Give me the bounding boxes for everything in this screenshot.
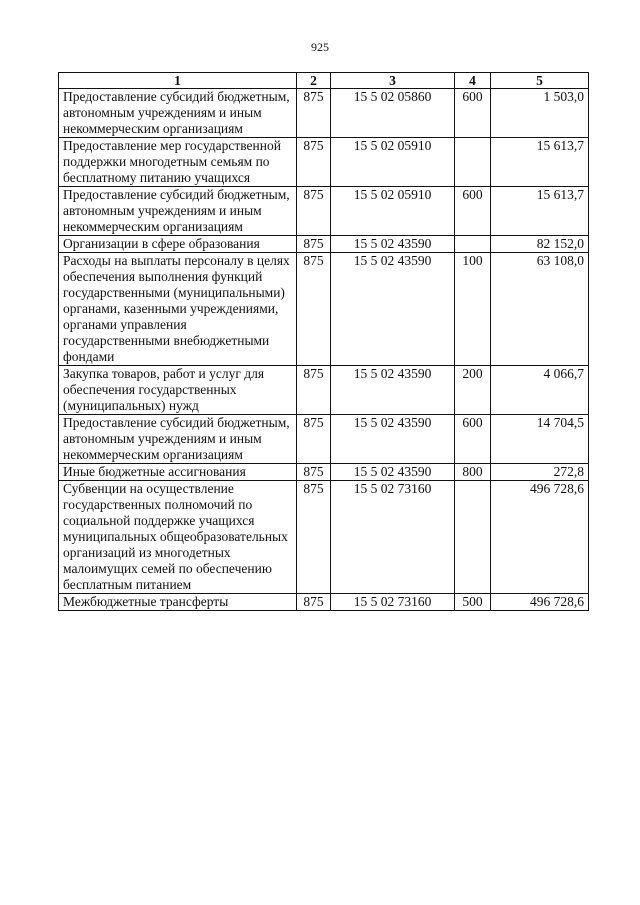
table-row	[59, 253, 589, 366]
admin-code: 875	[297, 366, 331, 415]
page-number: 925	[311, 40, 329, 54]
admin-code: 875	[297, 236, 331, 253]
table-row	[59, 415, 589, 464]
header-cell: 1	[59, 73, 297, 89]
target-article: 15 5 02 73160	[331, 481, 455, 594]
table-row	[59, 594, 589, 611]
expense-name: Предоставление субсидий бюджетным, автономным учреждениям и иным некоммерческим организациям	[59, 187, 297, 236]
expense-type: 200	[455, 366, 491, 415]
admin-code: 875	[297, 138, 331, 187]
amount: 82 152,0	[491, 236, 589, 253]
expense-name: Расходы на выплаты персоналу в целях обеспечения выполнения функций государственными (муниципальными) органами, казенными учреждениями, органами управления государственными внебюджетными фондами	[59, 253, 297, 366]
expense-type: 600	[455, 89, 491, 138]
amount: 1 503,0	[491, 89, 589, 138]
amount: 15 613,7	[491, 138, 589, 187]
target-article: 15 5 02 73160	[331, 594, 455, 611]
expense-type	[455, 138, 491, 187]
expense-type: 600	[455, 187, 491, 236]
header-cell: 2	[297, 73, 331, 89]
target-article: 15 5 02 43590	[331, 464, 455, 481]
expense-name: Иные бюджетные ассигнования	[59, 464, 297, 481]
target-article: 15 5 02 05910	[331, 138, 455, 187]
table-row	[59, 366, 589, 415]
expense-type: 800	[455, 464, 491, 481]
expense-type	[455, 236, 491, 253]
target-article: 15 5 02 43590	[331, 366, 455, 415]
header-cell: 4	[455, 73, 491, 89]
admin-code: 875	[297, 464, 331, 481]
admin-code: 875	[297, 481, 331, 594]
amount: 15 613,7	[491, 187, 589, 236]
table-row	[59, 138, 589, 187]
table-row	[59, 236, 589, 253]
expense-name: Межбюджетные трансферты	[59, 594, 297, 611]
expense-name: Предоставление субсидий бюджетным, автономным учреждениям и иным некоммерческим организациям	[59, 89, 297, 138]
expense-type: 100	[455, 253, 491, 366]
admin-code: 875	[297, 594, 331, 611]
table-row	[59, 89, 589, 138]
expense-name: Предоставление мер государственной поддержки многодетным семьям по бесплатному питанию учащихся	[59, 138, 297, 187]
admin-code: 875	[297, 187, 331, 236]
expense-type: 500	[455, 594, 491, 611]
header-row	[59, 73, 589, 89]
expense-name: Организации в сфере образования	[59, 236, 297, 253]
table-row	[59, 481, 589, 594]
target-article: 15 5 02 43590	[331, 253, 455, 366]
admin-code: 875	[297, 415, 331, 464]
amount: 496 728,6	[491, 594, 589, 611]
expense-type: 600	[455, 415, 491, 464]
amount: 272,8	[491, 464, 589, 481]
admin-code: 875	[297, 253, 331, 366]
expense-name: Предоставление субсидий бюджетным, автономным учреждениям и иным некоммерческим организациям	[59, 415, 297, 464]
budget-table	[58, 72, 589, 611]
amount: 14 704,5	[491, 415, 589, 464]
target-article: 15 5 02 05910	[331, 187, 455, 236]
expense-name: Субвенции на осуществление государственных полномочий по социальной поддержке учащихся муниципальных общеобразовательных организаций из многодетных малоимущих семей по обеспечению бесплатным питанием	[59, 481, 297, 594]
target-article: 15 5 02 05860	[331, 89, 455, 138]
admin-code: 875	[297, 89, 331, 138]
target-article: 15 5 02 43590	[331, 236, 455, 253]
header-cell: 3	[331, 73, 455, 89]
table-row	[59, 464, 589, 481]
header-cell: 5	[491, 73, 589, 89]
amount: 4 066,7	[491, 366, 589, 415]
target-article: 15 5 02 43590	[331, 415, 455, 464]
table-row	[59, 187, 589, 236]
expense-type	[455, 481, 491, 594]
amount: 63 108,0	[491, 253, 589, 366]
expense-name: Закупка товаров, работ и услуг для обеспечения государственных (муниципальных) нужд	[59, 366, 297, 415]
amount: 496 728,6	[491, 481, 589, 594]
